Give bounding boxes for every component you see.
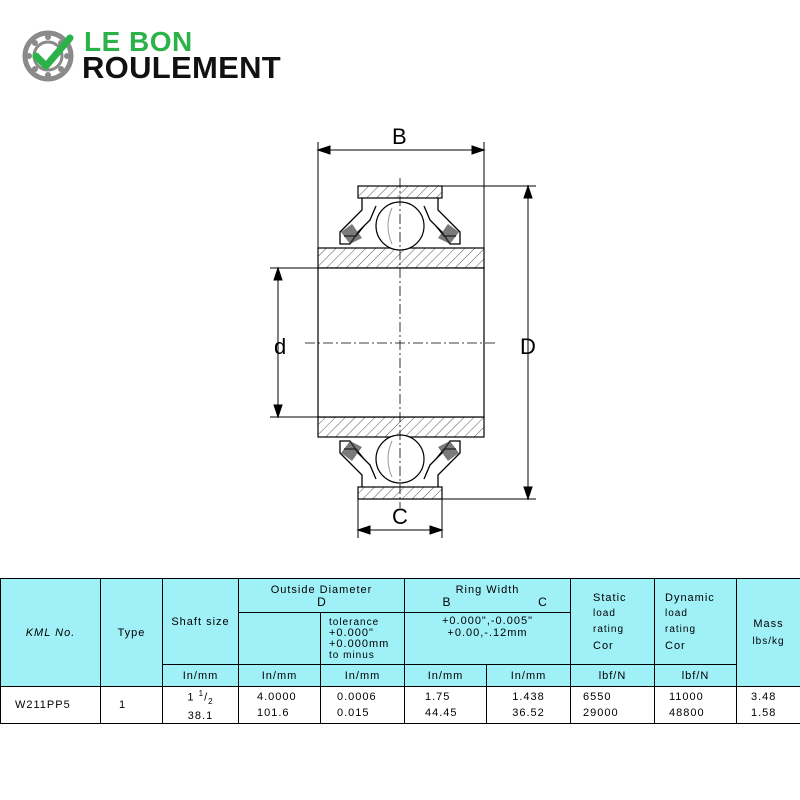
spec-table <box>0 578 800 724</box>
table-row <box>1 687 800 724</box>
header-kml-no: KML No. <box>1 579 101 687</box>
header-dynamic-2: load <box>665 607 688 619</box>
header-dynamic-load-rating <box>655 579 737 665</box>
inner-ring-top <box>318 248 484 268</box>
unit-c: In/mm <box>487 665 571 687</box>
cell-type: 1 <box>101 687 163 724</box>
header-od-title: Outside Diameter <box>270 583 373 596</box>
header-od-tolerance <box>321 613 405 665</box>
header-dynamic-1: Dynamic <box>665 591 715 604</box>
header-static-2: load <box>593 607 616 619</box>
header-static-load-rating <box>571 579 655 665</box>
bore <box>318 268 484 417</box>
header-rw-tol-1: +0.000",-0.005" <box>441 615 533 627</box>
header-static-4: Cor <box>593 639 614 652</box>
cell-od: 4.0000 101.6 <box>239 687 321 724</box>
unit-static: lbf/N <box>571 665 655 687</box>
brand-name-line2: ROULEMENT <box>82 50 282 85</box>
header-rw-c: C <box>538 594 547 609</box>
dimension-label-B: B <box>392 124 407 149</box>
header-outside-diameter <box>239 579 405 613</box>
dimension-label-C: C <box>392 504 408 529</box>
header-dynamic-4: Cor <box>665 639 686 652</box>
dimension-label-D: D <box>520 334 536 359</box>
header-mass <box>737 579 800 687</box>
header-mass-2: lbs/kg <box>752 635 785 647</box>
header-od-symbol: D <box>317 594 326 609</box>
header-od-tol-1: tolerance <box>329 616 380 628</box>
unit-od-tol: In/mm <box>321 665 405 687</box>
header-od-tol-2: +0.000" <box>329 626 374 639</box>
unit-dynamic: lbf/N <box>655 665 737 687</box>
header-static-1: Static <box>593 591 627 604</box>
cell-dynamic: 11000 48800 <box>655 687 737 724</box>
brand-name-line1: LE BON <box>84 26 193 57</box>
cell-c: 1.438 36.52 <box>487 687 571 724</box>
header-rw-tolerance <box>405 613 571 665</box>
cell-b: 1.75 44.45 <box>405 687 487 724</box>
header-od-tol-3: +0.000mm <box>329 637 390 650</box>
unit-shaft: In/mm <box>163 665 239 687</box>
cell-static: 6550 29000 <box>571 687 655 724</box>
cell-shaft-mm: 38.1 <box>187 709 214 722</box>
cell-mass: 3.48 1.58 <box>737 687 800 724</box>
header-od-tol-4: to minus <box>329 649 375 661</box>
cell-od-tol: 0.0006 0.015 <box>321 687 405 724</box>
unit-b: In/mm <box>405 665 487 687</box>
cell-shaft-in: 1 $^1/_2$ <box>187 689 214 706</box>
header-rw-b: B <box>442 594 451 609</box>
header-shaft-size: Shaft size <box>163 579 239 665</box>
header-ring-width <box>405 579 571 613</box>
inner-ring-bottom <box>318 417 484 437</box>
header-rw-title: Ring Width <box>455 583 520 596</box>
header-type: Type <box>101 579 163 687</box>
cell-shaft-size <box>163 687 239 724</box>
unit-od: In/mm <box>239 665 321 687</box>
header-od-blank <box>239 613 321 665</box>
header-rw-tol-2: +0.00,-.12mm <box>447 627 528 639</box>
cell-kml-no: W211PP5 <box>1 687 101 724</box>
header-dynamic-3: rating <box>665 623 697 635</box>
header-static-3: rating <box>593 623 625 635</box>
dimension-label-d: d <box>274 334 287 359</box>
header-mass-1: Mass <box>753 617 784 630</box>
